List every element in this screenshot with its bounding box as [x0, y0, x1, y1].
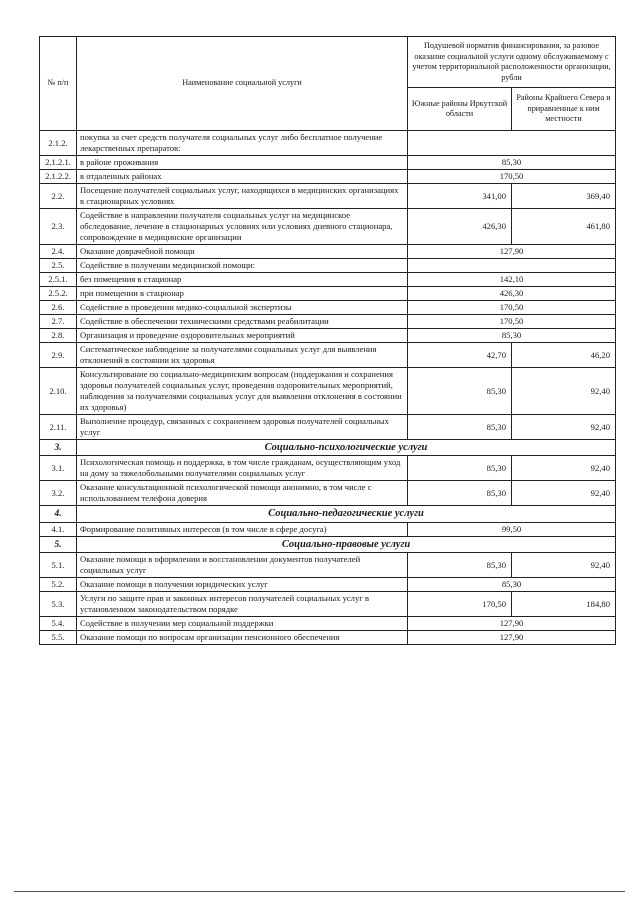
table-row	[40, 553, 616, 578]
table-row	[40, 259, 616, 273]
row-number: 3.1.	[40, 456, 77, 481]
rate-north: 461,80	[512, 209, 616, 245]
section-title: Социально-правовые услуги	[77, 536, 616, 552]
section-number: 5.	[40, 536, 77, 552]
table-row	[40, 481, 616, 506]
row-number: 2.9.	[40, 343, 77, 368]
row-number: 2.5.	[40, 259, 77, 273]
service-name: Оказание помощи в оформлении и восстановлении документов получателей социальных услуг	[77, 553, 408, 578]
row-number: 2.8.	[40, 329, 77, 343]
row-number: 5.1.	[40, 553, 77, 578]
header-num: № п/п	[40, 37, 77, 131]
row-number: 2.10.	[40, 368, 77, 415]
service-name: Содействие в обеспечении техническими средствами реабилитации	[77, 315, 408, 329]
header-col-south: Южные районы Иркутской области	[408, 88, 512, 131]
rate-value: 127,90	[408, 631, 616, 645]
table-row	[40, 617, 616, 631]
service-name: Формирование позитивных интересов (в том числе в сфере досуга)	[77, 522, 408, 536]
rate-value: 170,50	[408, 301, 616, 315]
section-row	[40, 440, 616, 456]
header-col-north: Районы Крайнего Севера и приравненные к ним местности	[512, 88, 616, 131]
rate-north: 92,40	[512, 368, 616, 415]
table-row	[40, 592, 616, 617]
service-name: в отдаленных районах	[77, 170, 408, 184]
table-row	[40, 343, 616, 368]
service-name: Содействие в получении медицинской помощи:	[77, 259, 408, 273]
row-number: 2.11.	[40, 415, 77, 440]
service-name: покупка за счет средств получателя социальных услуг либо бесплатное получение лекарственных препаратов:	[77, 131, 408, 156]
rate-south: 85,30	[408, 456, 512, 481]
rate-north: 92,40	[512, 553, 616, 578]
service-name: Психологическая помощь и поддержка, в том числе гражданам, осуществляющим уход на дому за тяжелобольными получателями социальных услуг	[77, 456, 408, 481]
rate-value: 85,30	[408, 329, 616, 343]
rate-south: 170,50	[408, 592, 512, 617]
rate-south: 42,70	[408, 343, 512, 368]
row-number: 2.4.	[40, 245, 77, 259]
service-name: Содействие в направлении получателя социальных услуг на медицинское обследование, лечение в стационарных условиях или условиях дневного стационара, сопровождение в медицинские организации	[77, 209, 408, 245]
rate-north: 46,20	[512, 343, 616, 368]
rate-value: 170,50	[408, 170, 616, 184]
bottom-divider	[14, 891, 625, 892]
rate-south: 85,30	[408, 368, 512, 415]
rate-north: 92,40	[512, 415, 616, 440]
service-name: Организация и проведение оздоровительных мероприятий	[77, 329, 408, 343]
services-table	[39, 36, 616, 645]
table-row	[40, 631, 616, 645]
rate-value: 170,50	[408, 315, 616, 329]
header-name: Наименование социальной услуги	[77, 37, 408, 131]
row-number: 2.1.2.1.	[40, 156, 77, 170]
row-number: 5.2.	[40, 578, 77, 592]
row-number: 5.5.	[40, 631, 77, 645]
service-name: Оказание консультационной психологической помощи анонимно, в том числе с использованием телефона доверия	[77, 481, 408, 506]
section-title: Социально-педагогические услуги	[77, 506, 616, 522]
rate-value: 85,30	[408, 578, 616, 592]
rate-value: 127,90	[408, 617, 616, 631]
table-row	[40, 245, 616, 259]
service-name: Консультирование по социально-медицинским вопросам (поддержания и сохранения здоровья получателей социальных услуг, проведения оздоровительных мероприятий, наблюдения за получателями социальных услуг для выявления отклонения в состоянии их здоровья)	[77, 368, 408, 415]
table-row	[40, 170, 616, 184]
rate-south: 85,30	[408, 481, 512, 506]
table-row	[40, 522, 616, 536]
row-number: 2.5.2.	[40, 287, 77, 301]
rate-north: 92,40	[512, 481, 616, 506]
section-title: Социально-психологические услуги	[77, 440, 616, 456]
table-row	[40, 415, 616, 440]
service-name: в районе проживания	[77, 156, 408, 170]
rate-value: 85,30	[408, 156, 616, 170]
row-number: 2.1.2.2.	[40, 170, 77, 184]
row-number: 2.5.1.	[40, 273, 77, 287]
rate-south: 426,30	[408, 209, 512, 245]
row-number: 5.3.	[40, 592, 77, 617]
service-name: без помещения в стационар	[77, 273, 408, 287]
table-row	[40, 368, 616, 415]
table-row	[40, 156, 616, 170]
table-row	[40, 329, 616, 343]
row-number: 2.7.	[40, 315, 77, 329]
service-name: Содействие в проведении медико-социальной экспертизы	[77, 301, 408, 315]
table-row	[40, 315, 616, 329]
rate-value	[408, 131, 616, 156]
header-group: Подушевой норматив финансирования, за разовое оказание социальной услуги одному обслуживаемому с учетом территориальной расположенности организации, рубли	[408, 37, 616, 88]
table-row	[40, 301, 616, 315]
row-number: 2.2.	[40, 184, 77, 209]
table-row	[40, 131, 616, 156]
rate-value: 127,90	[408, 245, 616, 259]
service-name: Услуги по защите прав и законных интересов получателей социальных услуг в установленном законодательством порядке	[77, 592, 408, 617]
row-number: 2.1.2.	[40, 131, 77, 156]
table-row	[40, 456, 616, 481]
rate-value: 99,50	[408, 522, 616, 536]
rate-north: 92,40	[512, 456, 616, 481]
row-number: 3.2.	[40, 481, 77, 506]
service-name: Систематическое наблюдение за получателями социальных услуг для выявления отклонений в состоянии их здоровья	[77, 343, 408, 368]
service-name: Оказание помощи в получении юридических услуг	[77, 578, 408, 592]
service-name: при помещении в стационар	[77, 287, 408, 301]
row-number: 5.4.	[40, 617, 77, 631]
row-number: 4.1.	[40, 522, 77, 536]
table-row	[40, 209, 616, 245]
section-row	[40, 506, 616, 522]
row-number: 2.3.	[40, 209, 77, 245]
service-name: Посещение получателей социальных услуг, находящихся в медицинских организациях в стационарных условиях	[77, 184, 408, 209]
rate-south: 341,00	[408, 184, 512, 209]
service-name: Выполнение процедур, связанных с сохранением здоровья получателей социальных услуг	[77, 415, 408, 440]
rate-north: 184,80	[512, 592, 616, 617]
rate-north: 369,40	[512, 184, 616, 209]
row-number: 2.6.	[40, 301, 77, 315]
service-name: Содействие в получении мер социальной поддержки	[77, 617, 408, 631]
table-header	[40, 37, 616, 131]
rate-value	[408, 259, 616, 273]
section-number: 3.	[40, 440, 77, 456]
service-name: Оказание помощи по вопросам организации пенсионного обеспечения	[77, 631, 408, 645]
rate-value: 426,30	[408, 287, 616, 301]
table-row	[40, 287, 616, 301]
rate-value: 142,10	[408, 273, 616, 287]
table-row	[40, 184, 616, 209]
table-row	[40, 578, 616, 592]
service-name: Оказание доврачебной помощи	[77, 245, 408, 259]
table-body	[40, 131, 616, 645]
section-number: 4.	[40, 506, 77, 522]
section-row	[40, 536, 616, 552]
rate-south: 85,30	[408, 415, 512, 440]
rate-south: 85,30	[408, 553, 512, 578]
table-row	[40, 273, 616, 287]
